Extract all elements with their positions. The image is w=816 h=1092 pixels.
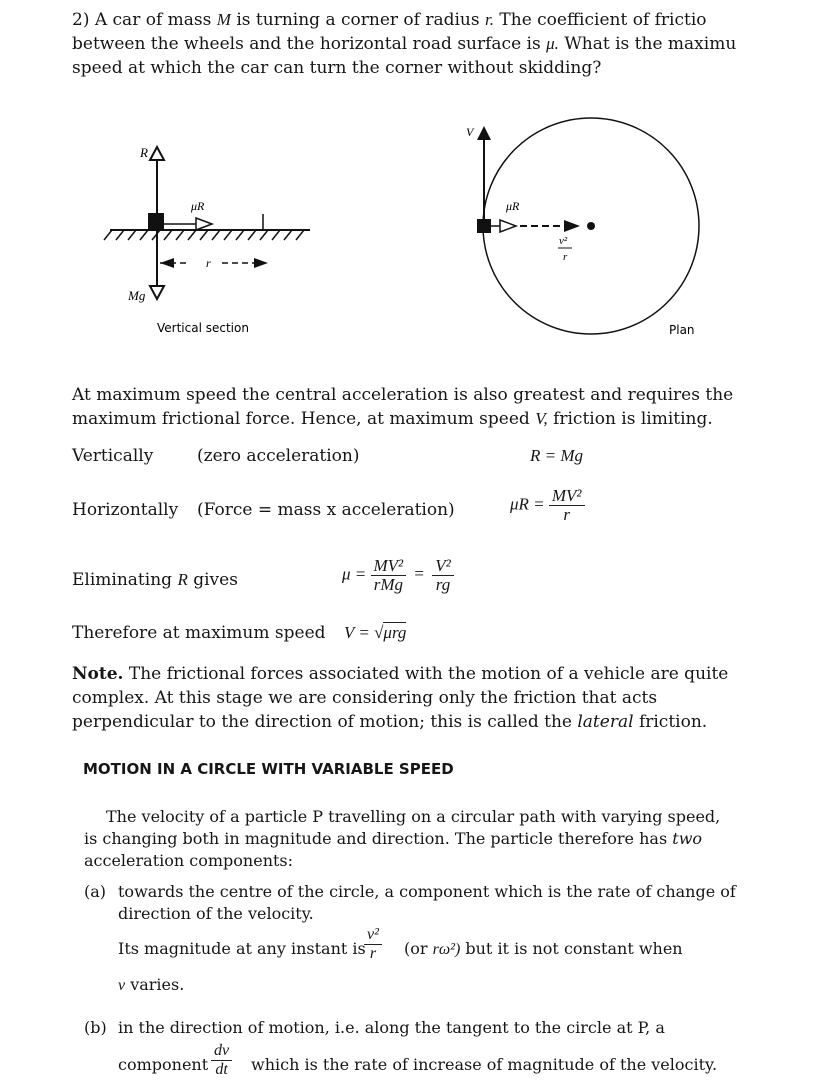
denominator: r bbox=[369, 945, 377, 962]
velocity-arrow-icon bbox=[477, 126, 491, 140]
fraction-1 bbox=[371, 557, 407, 594]
vertically-note: (zero acceleration) bbox=[197, 446, 360, 466]
horizontally-label: Horizontally bbox=[72, 500, 179, 520]
emphasis: two bbox=[672, 829, 703, 848]
text: is turning a corner of radius bbox=[236, 10, 480, 30]
denominator: rMg bbox=[373, 575, 403, 594]
label-muR-plan: μR bbox=[506, 199, 520, 213]
eliminating-equation bbox=[342, 557, 454, 594]
note-line-3 bbox=[72, 710, 707, 734]
solution-line-1: At maximum speed the central acceleration is also greatest and requires the bbox=[72, 385, 734, 405]
solution-line-2 bbox=[72, 407, 713, 431]
item-a-varies bbox=[118, 973, 184, 997]
denominator: rg bbox=[435, 575, 451, 594]
equals: = bbox=[414, 564, 425, 584]
note-line-1 bbox=[72, 662, 728, 686]
item-b-component: component bbox=[118, 1055, 209, 1074]
label-v2: v² bbox=[559, 235, 568, 247]
math-v: v bbox=[118, 977, 126, 994]
reaction-arrow-icon bbox=[150, 147, 164, 160]
eq-lhs: V = bbox=[344, 623, 370, 642]
item-a-line-2: direction of the velocity. bbox=[118, 904, 314, 923]
text: maximum frictional force. Hence, at maximum speed bbox=[72, 409, 530, 429]
math-rw: rω²) bbox=[432, 941, 461, 958]
caption-vertical-section: Vertical section bbox=[157, 321, 249, 335]
text: varies. bbox=[130, 975, 185, 994]
text: but it is not constant when bbox=[465, 939, 683, 958]
text: Eliminating bbox=[72, 570, 173, 590]
fraction-2 bbox=[432, 557, 453, 594]
text: (or bbox=[404, 939, 428, 958]
text: perpendicular to the direction of motion; this is called the bbox=[72, 712, 572, 732]
text: The frictional forces associated with the motion of a vehicle are quite bbox=[128, 664, 729, 684]
item-b-tail: which is the rate of increase of magnitude of the velocity. bbox=[251, 1055, 718, 1074]
problem-line-3: speed at which the car can turn the corner without skidding? bbox=[72, 58, 602, 78]
horizontally-note: (Force = mass x acceleration) bbox=[197, 500, 455, 520]
friction-arrow-plan-icon bbox=[500, 220, 516, 232]
section-para-line-3: acceleration components: bbox=[84, 851, 294, 870]
road-hatching bbox=[104, 230, 304, 240]
label-r-den: r bbox=[563, 251, 568, 263]
friction-arrow-icon bbox=[196, 218, 212, 230]
fraction bbox=[549, 487, 585, 524]
emphasis: lateral bbox=[577, 712, 634, 732]
fraction bbox=[211, 1042, 232, 1079]
note-label: Note. bbox=[72, 664, 124, 684]
eq-lhs: μR = bbox=[510, 494, 545, 514]
figure-diagram bbox=[0, 110, 816, 350]
weight-arrow-icon bbox=[150, 286, 164, 299]
item-a-label: (a) bbox=[84, 882, 107, 901]
section-para-line-1: The velocity of a particle P travelling on a circular path with varying speed, bbox=[106, 807, 721, 826]
eq-lhs: μ = bbox=[342, 564, 367, 584]
problem-line-2 bbox=[72, 32, 736, 56]
math-V: V, bbox=[535, 409, 548, 428]
centripetal-arrow-icon bbox=[564, 220, 580, 232]
car-block-plan bbox=[477, 219, 491, 233]
math-R: R bbox=[177, 570, 188, 589]
denominator: r bbox=[563, 505, 571, 524]
item-b-line-1: in the direction of motion, i.e. along the tangent to the circle at P, a bbox=[118, 1018, 665, 1037]
text: What is the maximu bbox=[564, 34, 737, 54]
problem-line-1 bbox=[72, 8, 707, 32]
item-b-fraction bbox=[211, 1042, 232, 1079]
horizontal-equation bbox=[510, 487, 585, 524]
item-a-line-1: towards the centre of the circle, a component which is the rate of change of bbox=[118, 882, 736, 901]
text: friction is limiting. bbox=[553, 409, 713, 429]
numerator: MV² bbox=[371, 557, 407, 576]
section-para-line-2 bbox=[84, 827, 702, 850]
label-muR-vertical: μR bbox=[191, 199, 205, 213]
text: is changing both in magnitude and direction. The particle therefore has bbox=[84, 829, 668, 848]
denominator: dt bbox=[215, 1061, 228, 1078]
numerator: V² bbox=[432, 557, 453, 576]
note-line-2: complex. At this stage we are considering only the friction that acts bbox=[72, 688, 658, 708]
problem-number: 2) bbox=[72, 10, 90, 30]
sqrt-icon: √ bbox=[374, 623, 384, 642]
label-Mg: Mg bbox=[128, 288, 146, 303]
math-mu: μ. bbox=[546, 34, 559, 53]
item-a-or bbox=[404, 937, 683, 961]
math-M: M bbox=[216, 10, 231, 29]
numerator: MV² bbox=[549, 487, 585, 506]
vertical-section-diagram bbox=[104, 145, 310, 303]
text: between the wheels and the horizontal road surface is bbox=[72, 34, 541, 54]
vertically-label: Vertically bbox=[72, 446, 154, 466]
label-radius: r bbox=[206, 256, 211, 270]
item-a-fraction bbox=[364, 926, 382, 963]
text: The coefficient of frictio bbox=[499, 10, 707, 30]
fraction bbox=[364, 926, 382, 963]
section-heading: MOTION IN A CIRCLE WITH VARIABLE SPEED bbox=[83, 760, 454, 778]
eliminating-line bbox=[72, 568, 238, 592]
vertical-equation: R = Mg bbox=[530, 446, 584, 465]
caption-plan: Plan bbox=[669, 323, 695, 337]
label-R: R bbox=[140, 145, 148, 160]
item-b-label: (b) bbox=[84, 1018, 107, 1037]
label-V: V bbox=[466, 125, 474, 139]
plan-diagram bbox=[466, 118, 699, 334]
sqrt-content: μrg bbox=[383, 623, 407, 642]
math-r: r. bbox=[485, 10, 494, 29]
item-a-magnitude: Its magnitude at any instant is bbox=[118, 939, 366, 958]
numerator: dv bbox=[211, 1042, 232, 1061]
text: A car of mass bbox=[94, 10, 212, 30]
speed-equation bbox=[344, 621, 406, 645]
therefore-line: Therefore at maximum speed bbox=[72, 623, 326, 643]
car-block bbox=[148, 213, 164, 229]
text: friction. bbox=[638, 712, 708, 732]
numerator: v² bbox=[364, 926, 382, 945]
text: gives bbox=[193, 570, 238, 590]
circle-centre bbox=[587, 222, 595, 230]
